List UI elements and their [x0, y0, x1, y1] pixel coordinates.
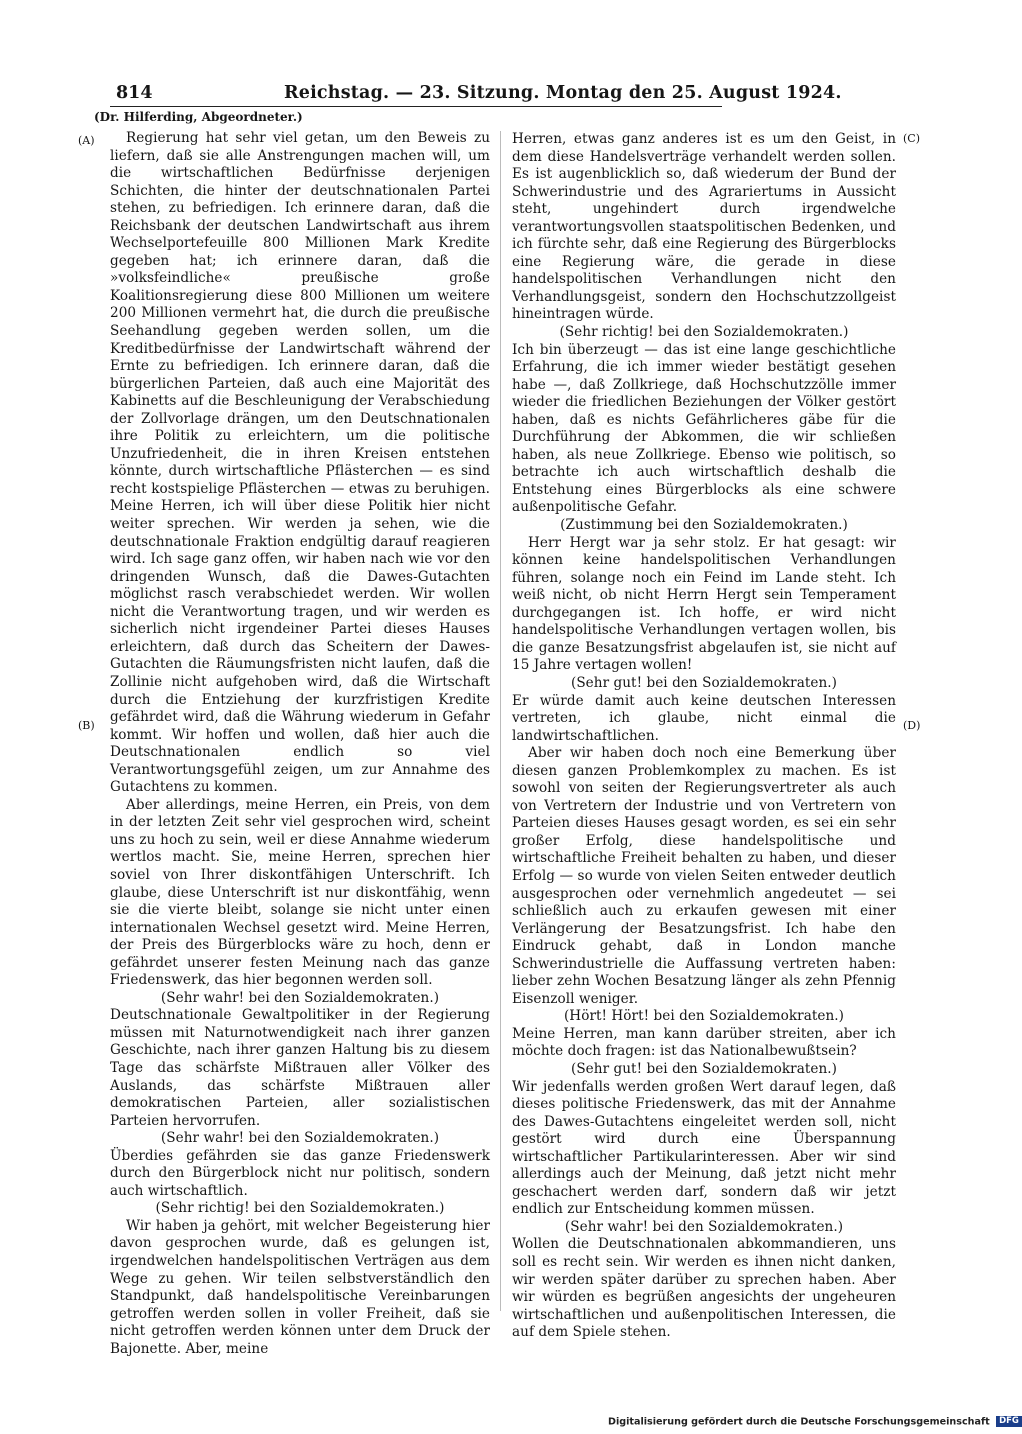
interjection: (Sehr wahr! bei den Sozialdemokraten.) [160, 989, 440, 1006]
footer-credit [608, 1416, 1022, 1428]
interjection: (Hört! Hört! bei den Sozialdemokraten.) [563, 1008, 845, 1025]
interjection: (Sehr gut! bei den Sozialdemokraten.) [570, 1060, 838, 1077]
margin-marker-d: (D) [903, 719, 921, 732]
paragraph: Deutschnationale Gewaltpolitiker in der Regierung müssen mit Naturnotwendigkeit nach ihrer ganzen Geschichte, nach ihrer ganzen Haltung bis zu diesem Tage das schärfste Mißtrauen aller Völker des Auslands, das schärfste Mißtrauen aller demokratischen Parteien, aller sozialistischen Parteien hervorrufen. [110, 1007, 490, 1129]
paragraph: Regierung hat sehr viel getan, um den Beweis zu liefern, daß sie alle Anstrengungen machen will, um die wirtschaftlichen Bedürfnisse derjenigen Schichten, die hinter der deutschnationalen Partei stehen, zu befriedigen. Ich erinnere daran, daß die Reichsbank der deutschen Landwirtschaft aus ihrem Wechselportefeuille 800 Millionen Mark Kredite gegeben hat; ich erinnere daran, daß die »volksfeindliche« preußische große Koalitionsregierung diese 800 Millionen um weitere 200 Millionen vermehrt hat, die durch die preußische Seehandlung gegeben werden sollen, um die Kreditbedürfnisse der Landwirtschaft während der Ernte zu befriedigen. Ich erinnere daran, daß die bürgerlichen Parteien, daß auch eine Majorität des Kabinetts auf die Beschleunigung der Verabschiedung der Zollvorlage drängen, um den Deutschnationalen ihre Politik zu erleichtern, um die politische Unzufriedenheit, die in ihren Kreisen entstehen könnte, durch wirtschaftliche Pflästerchen — es sind recht kostspielige Pflästerchen — etwas zu beruhigen. Meine Herren, ich will über diese Politik hier nicht weiter sprechen. Wir werden ja sehen, wie die deutschnationale Fraktion endgültig darauf reagieren wird. Ich sage ganz offen, wir haben nach wie vor den dringenden Wunsch, daß die Dawes-Gutachten möglichst rasch verabschiedet werden. Wir wollen nicht die Verantwortung tragen, und wir werden es sicherlich nicht irgendeiner Partei dieses Hauses erleichtern, daß durch das Scheitern der Dawes-Gutachten die Räumungsfristen nicht laufen, daß die Zollinie nicht aufgehoben wird, daß die Wirtschaft durch die Entziehung der kurzfristigen Kredite gefährdet wird, daß die Währung wiederum in Gefahr kommt. Wir hoffen und wollen, daß hier auch die Deutschnationalen endlich so viel Verantwortungsgefühl zeigen, um zur Annahme des Gutachtens zu kommen. [110, 130, 490, 796]
paragraph: Wollen die Deutschnationalen abkommandieren, uns soll es recht sein. Wir werden es ihnen nicht danken, wir werden später darüber zu sprechen haben. Aber wir würden es begrüßen angesichts der ungeheuren wirtschaftlichen und außenpolitischen Interessen, die auf dem Spiele stehen. [512, 1236, 896, 1341]
margin-marker-b: (B) [78, 719, 95, 732]
paragraph: Ich bin überzeugt — das ist eine lange geschichtliche Erfahrung, die ich immer wieder bestätigt gesehen habe —, daß Zollkriege, daß Hochschutzzölle immer wieder die friedlichen Beziehungen der Völker gestört haben, daß es nichts Gefährlicheres gäbe für die Durchführung der Abkommen, die wir schließen haben, als neue Zollkriege. Ebenso wie politisch, so betrachte ich auch wirtschaftlich deshalb die Entstehung eines Bürgerblocks als eine schwere außenpolitische Gefahr. [512, 341, 896, 516]
interjection: (Sehr wahr! bei den Sozialdemokraten.) [160, 1130, 440, 1147]
margin-marker-a: (A) [78, 134, 95, 147]
interjection: (Sehr richtig! bei den Sozialdemokraten.) [559, 324, 849, 341]
paragraph: Wir jedenfalls werden großen Wert darauf legen, daß dieses politische Friedenswerk, das mit der Annahme des Dawes-Gutachtens eingeleitet werden soll, nicht gestört wird durch eine Überspannung wirtschaftlicher Partikularinteressen. Aber wir sind allerdings auch der Meinung, daß jetzt nicht mehr geschachert werden darf, sondern daß wir jetzt endlich zur Entscheidung kommen müssen. [512, 1078, 896, 1218]
page-number: 814 [116, 83, 153, 103]
page-header [84, 81, 842, 107]
paragraph: Meine Herren, man kann darüber streiten, aber ich möchte doch fragen: ist das Nationalbewußtsein? [512, 1025, 896, 1060]
speaker-line: (Dr. Hilferding, Abgeordneter.) [94, 110, 303, 124]
header-rule [110, 106, 722, 107]
page-title: Reichstag. — 23. Sitzung. Montag den 25. August 1924. [284, 83, 842, 103]
margin-marker-c: (C) [903, 132, 920, 145]
paragraph: Herr Hergt war ja sehr stolz. Er hat gesagt: wir können keine handelspolitischen Verhandlungen führen, solange noch ein Feind im Lande steht. Ich weiß nicht, ob nicht Herrn Hergt sein Temperament durchgegangen ist. Ich hoffe, er wird nicht handelspolitische Verhandlungen vertagen wollen, bis die ganze Besatzungsfrist abgelaufen ist, sie nicht auf 15 Jahre vertagen wollen! [512, 534, 896, 674]
interjection: (Sehr wahr! bei den Sozialdemokraten.) [564, 1218, 844, 1235]
paragraph: Wir haben ja gehört, mit welcher Begeisterung hier davon gesprochen wurde, daß es gelungen ist, irgendwelchen handelspolitischen Verträgen aus dem Wege zu gehen. Wir teilen selbstverständlich den Standpunkt, daß handelspolitische Vereinbarungen getroffen werden sollen in voller Freiheit, daß sie nicht getroffen werden können unter dem Druck der Bajonette. Aber, meine [110, 1217, 490, 1357]
paragraph: Er würde damit auch keine deutschen Interessen vertreten, ich glaube, nicht einmal die landwirtschaftlichen. [512, 692, 896, 744]
paragraph: Überdies gefährden sie das ganze Friedenswerk durch den Bürgerblock nicht nur politisch, sondern auch wirtschaftlich. [110, 1147, 490, 1199]
dfg-logo: DFG [996, 1416, 1022, 1427]
left-text-column [110, 130, 490, 1358]
paragraph: Aber wir haben doch noch eine Bemerkung über diesen ganzen Problemkomplex zu machen. Es ist sowohl von seiten der Regierungsvertreter als auch von Vertretern der Industrie und von Vertretern von Parteien dieses Hauses gesagt worden, es sei ein sehr großer Erfolg, diese handelspolitische und wirtschaftliche Freiheit behalten zu haben, und dieser Erfolg — so wurde von vielen Seiten entweder deutlich ausgesprochen oder vernehmlich angedeutet — sei schließlich auch zu erkaufen gewesen mit einer Verlängerung der Besatzungsfrist. Ich habe den Eindruck gehabt, daß in London manche Schwerindustrielle die Auffassung vertreten haben: lieber zehn Wochen Besatzung länger als zehn Pfennig Eisenzoll weniger. [512, 745, 896, 1007]
paragraph: Aber allerdings, meine Herren, ein Preis, von dem in der letzten Zeit sehr viel gesprochen wird, scheint uns zu hoch zu sein, weil er diese Annahme wiederum wertlos macht. Sie, meine Herren, sprechen hier soviel von Ihrer diskontfähigen Unterschrift. Ich glaube, diese Unterschrift ist nur diskontfähig, wenn sie die vierte bleibt, solange sie nicht unter einen internationalen Wechsel gesetzt wird. Meine Herren, der Preis des Bürgerblocks wäre zu hoch, denn er gefährdet unserer festen Meinung nach das ganze Friedenswerk, das hier begonnen werden soll. [110, 796, 490, 989]
column-divider [500, 131, 501, 1311]
interjection: (Sehr gut! bei den Sozialdemokraten.) [570, 674, 838, 691]
right-text-column [512, 131, 896, 1342]
paragraph: Herren, etwas ganz anderes ist es um den Geist, in dem diese Handelsverträge verhandelt werden sollen. Es ist augenblicklich so, daß wiederum der Bund der Schwerindustrie und des Agrariertums in Aussicht steht, ungehindert durch irgendwelche verantwortungsvollen staatspolitischen Bedenken, und ich fürchte sehr, daß eine Regierung des Bürgerblocks eine Regierung wäre, die gerade in diese handelspolitischen Verhandlungen nicht den Verhandlungsgeist, sondern den Hochschutzzollgeist hineintragen würde. [512, 131, 896, 323]
footer-text: Digitalisierung gefördert durch die Deutsche Forschungsgemeinschaft [608, 1416, 990, 1428]
interjection: (Sehr richtig! bei den Sozialdemokraten.) [155, 1200, 445, 1217]
interjection: (Zustimmung bei den Sozialdemokraten.) [560, 517, 848, 534]
